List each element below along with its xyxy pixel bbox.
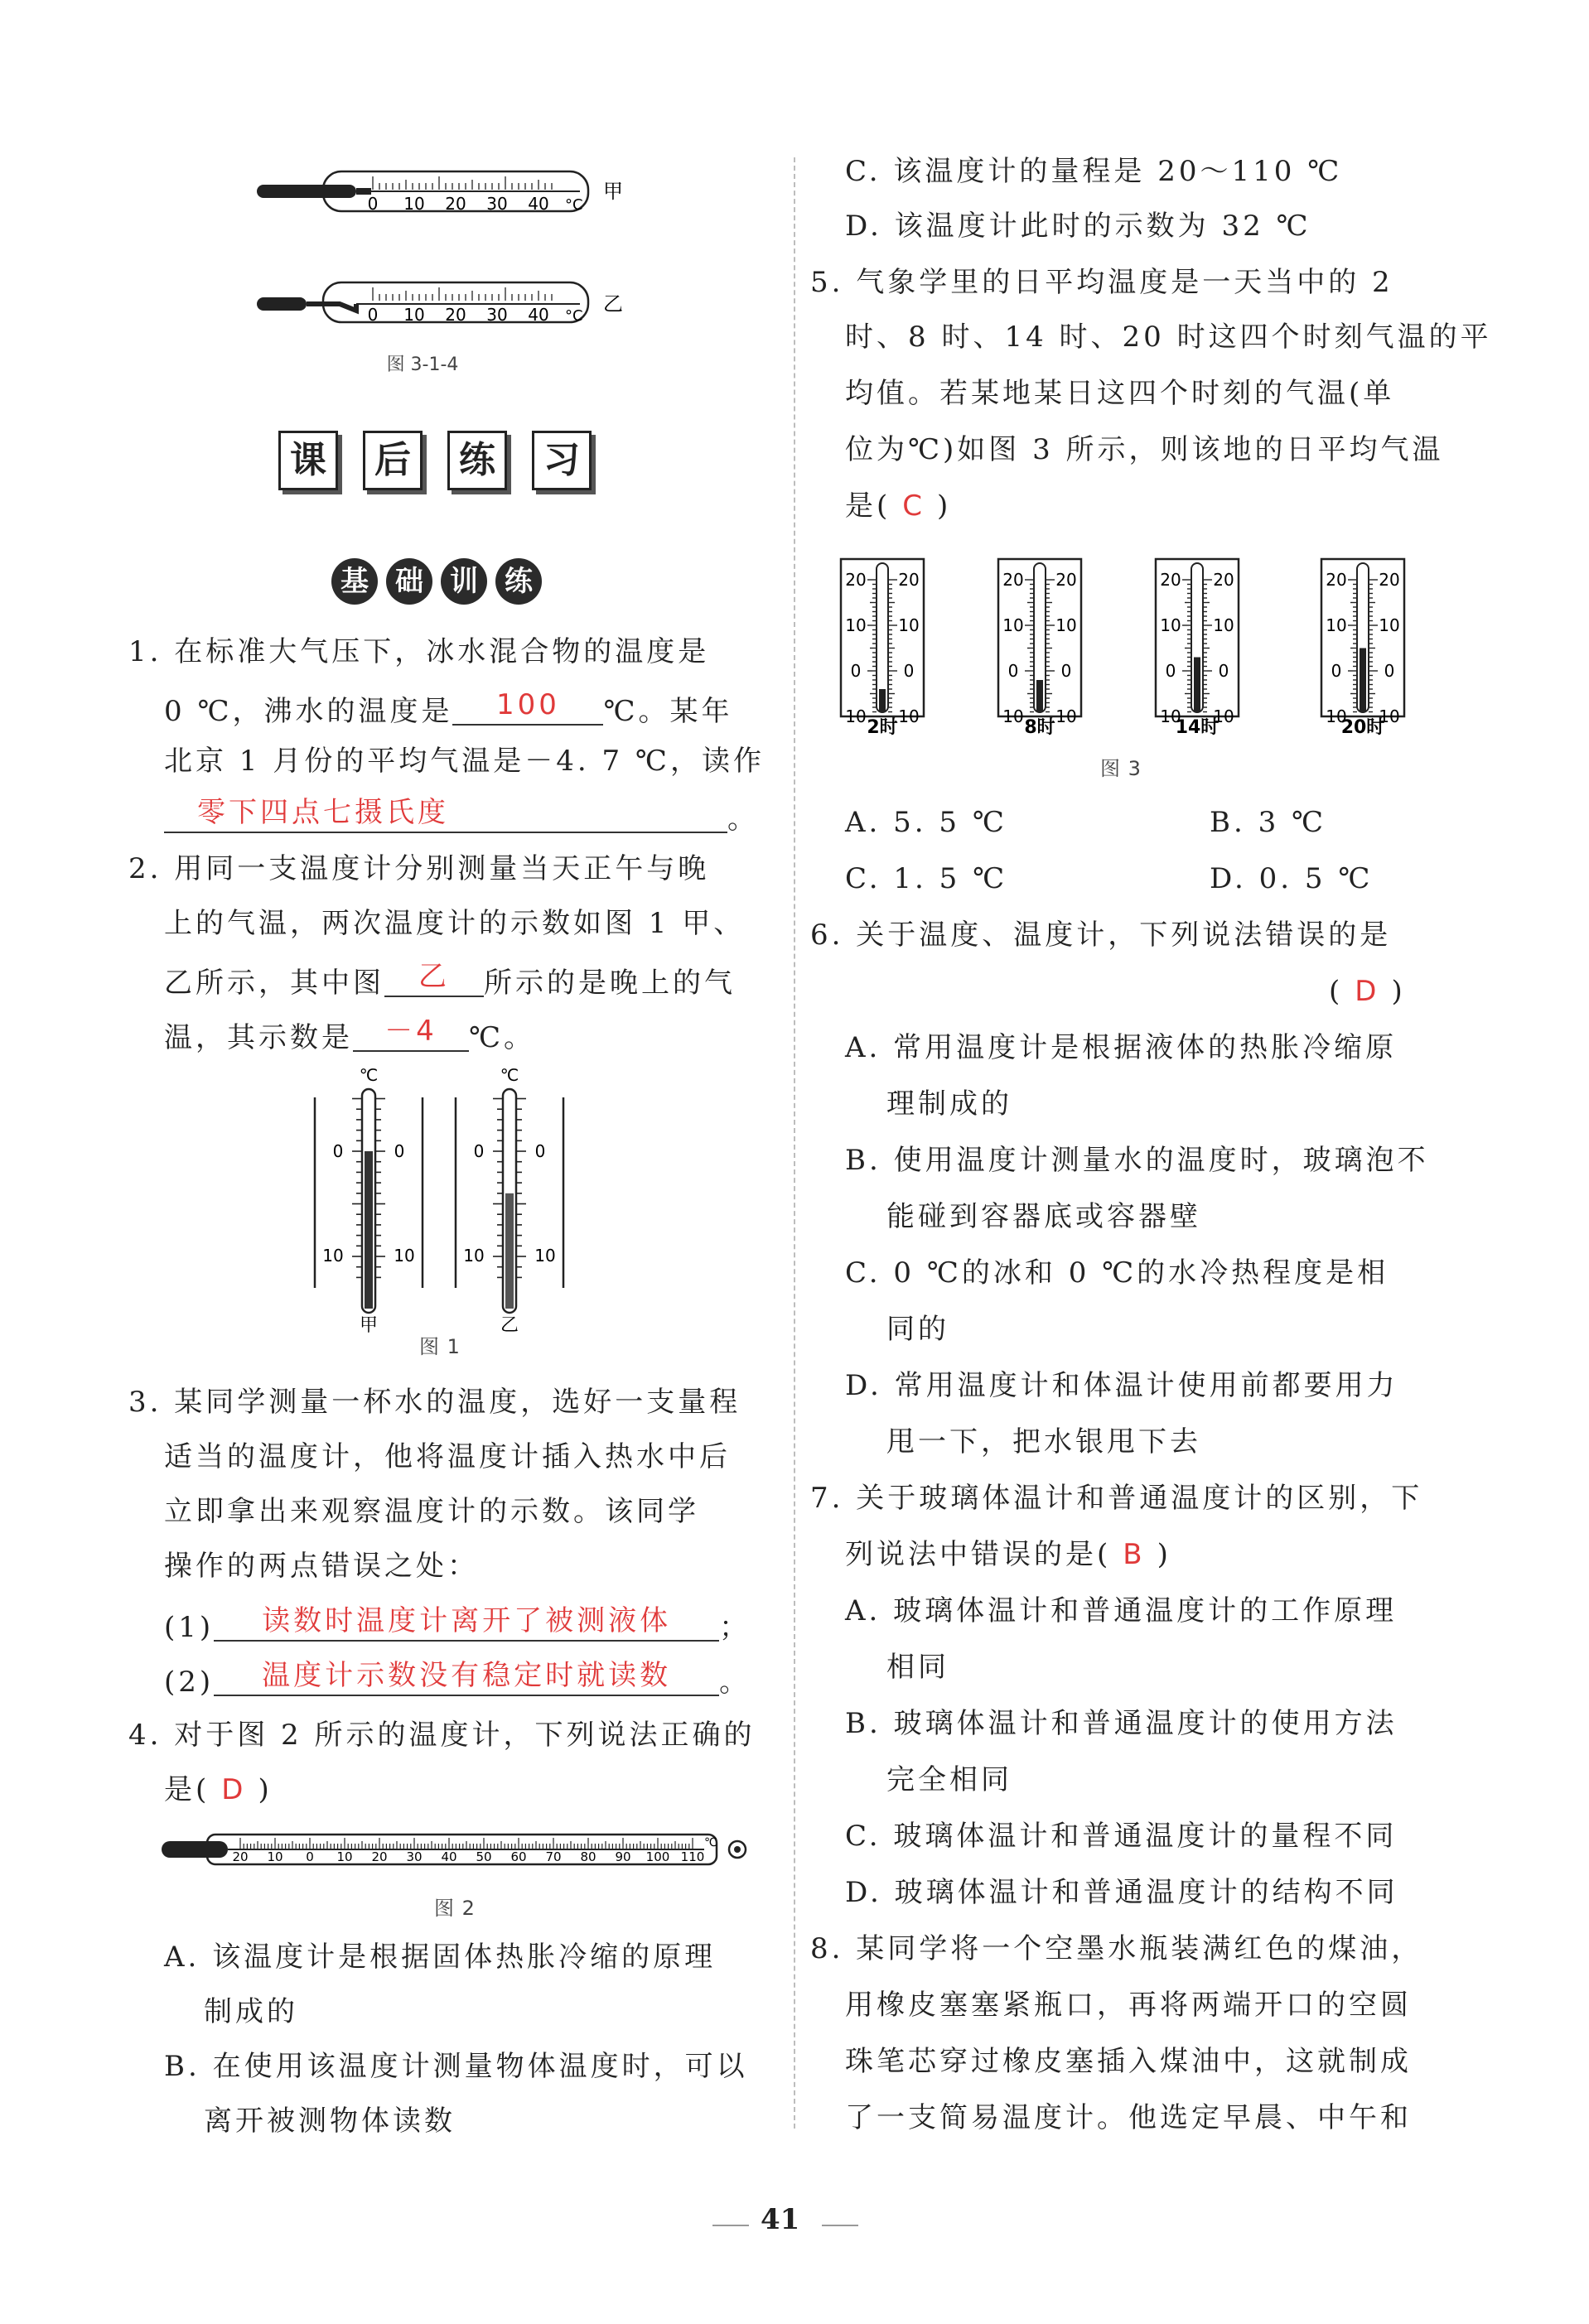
q7-option-a[interactable]: A. 玻璃体温计和普通温度计的工作原理 bbox=[845, 1594, 1398, 1627]
fig3-liquid bbox=[1036, 680, 1043, 712]
q1-blank-2[interactable]: 零下四点七摄氏度 bbox=[164, 800, 727, 833]
q2-blank-2[interactable]: －4 bbox=[353, 1019, 469, 1052]
svg-text:20: 20 bbox=[445, 305, 466, 325]
fig3-tick-label: 10 bbox=[1002, 706, 1024, 726]
fig3-tick-label: 20 bbox=[845, 570, 867, 590]
column-divider bbox=[794, 157, 795, 2129]
fig3-tick-label: 20 bbox=[1326, 570, 1347, 590]
q6-answer[interactable]: D bbox=[1355, 975, 1380, 1008]
fig3-liquid bbox=[1360, 649, 1366, 713]
q2-line1: 2. 用同一支温度计分别测量当天正午与晚 bbox=[128, 852, 710, 885]
q2-line4: 温，其示数是 －4 ℃。 bbox=[164, 1015, 536, 1054]
q3-line4: 操作的两点错误之处： bbox=[164, 1550, 479, 1583]
fig2-tick-label: 10 bbox=[336, 1849, 353, 1864]
fig3-tick-label: 10 bbox=[898, 706, 920, 726]
q6-option-b[interactable]: B. 使用温度计测量水的温度时，玻璃泡不 bbox=[845, 1144, 1429, 1177]
fig1-yi-liquid bbox=[505, 1193, 514, 1309]
q5-line4: 位为℃)如图 3 所示，则该地的日平均气温 bbox=[845, 433, 1444, 466]
figure-2 bbox=[157, 1826, 754, 1884]
svg-text:10: 10 bbox=[394, 1246, 415, 1266]
fig314-caption: 图 3-1-4 bbox=[386, 354, 459, 375]
fig2-tick-label: 40 bbox=[441, 1849, 457, 1864]
q8-line1: 8. 某同学将一个空墨水瓶装满红色的煤油， bbox=[810, 1932, 1423, 1965]
q6-option-d[interactable]: D. 常用温度计和体温计使用前都要用力 bbox=[845, 1369, 1398, 1402]
fig3-liquid bbox=[1194, 658, 1200, 713]
q4-line2: 是( D ) bbox=[164, 1773, 273, 1806]
svg-text:℃: ℃ bbox=[359, 1065, 379, 1085]
fig3-tick-label: 20 bbox=[1213, 570, 1234, 590]
fig2-tick-label: 10 bbox=[267, 1849, 283, 1864]
svg-text:10: 10 bbox=[403, 194, 425, 214]
q6-option-c-cont: 同的 bbox=[886, 1313, 949, 1346]
q8-line3: 珠笔芯穿过橡皮塞插入煤油中，这就制成 bbox=[845, 2045, 1412, 2078]
q3-line1: 3. 某同学测量一杯水的温度，选好一支量程 bbox=[128, 1386, 741, 1419]
svg-text:0: 0 bbox=[367, 305, 379, 325]
q4-option-a[interactable]: A. 该温度计是根据固体热胀冷缩的原理 bbox=[164, 1941, 717, 1974]
q7-answer[interactable]: B bbox=[1123, 1538, 1146, 1571]
q5-line1: 5. 气象学里的日平均温度是一天当中的 2 bbox=[810, 266, 1393, 299]
q3-answer-1: (1) 读数时温度计离开了被测液体 ； bbox=[164, 1604, 751, 1644]
q6-option-a[interactable]: A. 常用温度计是根据液体的热胀冷缩原 bbox=[845, 1031, 1398, 1064]
fig3-tick-label: 10 bbox=[845, 706, 867, 726]
section-title-char: 后 bbox=[363, 431, 423, 490]
svg-text:30: 30 bbox=[486, 194, 508, 214]
fig3-tick-label: 0 bbox=[1007, 661, 1019, 681]
subsection-title-char: 础 bbox=[386, 558, 432, 605]
fig2-tick-label: 90 bbox=[615, 1849, 631, 1864]
fig2-tick-label: 110 bbox=[680, 1849, 705, 1864]
q5-line3: 均值。若某地某日这四个时刻的气温(单 bbox=[845, 377, 1395, 410]
subsection-title-char: 训 bbox=[441, 558, 487, 605]
q4-line1: 4. 对于图 2 所示的温度计，下列说法正确的 bbox=[128, 1719, 756, 1752]
fig3-tick-label: 0 bbox=[903, 661, 915, 681]
fig3-tick-label: 20 bbox=[1379, 570, 1400, 590]
fig3-thermometer bbox=[998, 559, 1081, 737]
q5-option-a[interactable]: A. 5. 5 ℃ bbox=[845, 806, 1007, 839]
svg-text:°C: °C bbox=[565, 307, 583, 325]
q4-option-c[interactable]: C. 该温度计的量程是 20～110 ℃ bbox=[845, 155, 1343, 188]
fig3-tick-label: 0 bbox=[1060, 661, 1072, 681]
subsection-title-char: 练 bbox=[495, 558, 542, 605]
q1-line3: 北京 1 月份的平均气温是－4. 7 ℃，读作 bbox=[164, 745, 765, 778]
svg-text:乙: 乙 bbox=[603, 292, 623, 316]
fig3-time-label: 2时 bbox=[867, 717, 898, 737]
q6-option-c[interactable]: C. 0 ℃的冰和 0 ℃的水冷热程度是相 bbox=[845, 1256, 1389, 1290]
subsection-title-char: 基 bbox=[331, 558, 378, 605]
svg-text:乙: 乙 bbox=[500, 1315, 519, 1336]
fig2-tick-label: 70 bbox=[545, 1849, 562, 1864]
q6-answer-line: ( D ) bbox=[1329, 975, 1406, 1008]
fig3-time-label: 14时 bbox=[1175, 717, 1220, 737]
q5-option-d[interactable]: D. 0. 5 ℃ bbox=[1210, 862, 1374, 895]
q2-blank-1[interactable]: 乙 bbox=[384, 964, 484, 997]
q1-blank-1[interactable]: 100 bbox=[452, 692, 603, 726]
q5-line5: 是( C ) bbox=[845, 489, 952, 523]
fig3-tick-label: 10 bbox=[1213, 706, 1234, 726]
svg-text:0: 0 bbox=[473, 1141, 485, 1161]
fig2-tick-label: 20 bbox=[371, 1849, 388, 1864]
thermometer-jia bbox=[257, 171, 623, 214]
q2-line2: 上的气温，两次温度计的示数如图 1 甲、 bbox=[164, 907, 746, 940]
svg-text:0: 0 bbox=[534, 1141, 546, 1161]
fig2-tick-label: 30 bbox=[406, 1849, 423, 1864]
svg-text:10: 10 bbox=[322, 1246, 344, 1266]
fig3-tick-label: 20 bbox=[1002, 570, 1024, 590]
q3-blank-1[interactable]: 读数时温度计离开了被测液体 bbox=[214, 1608, 719, 1642]
fig3-time-label: 8时 bbox=[1024, 717, 1055, 737]
fig3-tick-label: 10 bbox=[1002, 615, 1024, 635]
svg-text:10: 10 bbox=[534, 1246, 556, 1266]
fig3-tick-label: 0 bbox=[1165, 661, 1176, 681]
q7-option-b[interactable]: B. 玻璃体温计和普通温度计的使用方法 bbox=[845, 1707, 1398, 1740]
svg-text:40: 40 bbox=[528, 194, 549, 214]
q7-line2: 列说法中错误的是( B ) bbox=[845, 1538, 1171, 1571]
fig3-tick-label: 0 bbox=[1384, 661, 1395, 681]
fig2-tick-label: 100 bbox=[645, 1849, 670, 1864]
q7-option-a-cont: 相同 bbox=[886, 1651, 949, 1684]
q7-line1: 7. 关于玻璃体温计和普通温度计的区别，下 bbox=[810, 1482, 1423, 1515]
svg-text:0: 0 bbox=[367, 194, 379, 214]
fig3-thermometer bbox=[1321, 559, 1404, 737]
q4-option-a-cont: 制成的 bbox=[204, 1995, 298, 2028]
svg-text:10: 10 bbox=[403, 305, 425, 325]
q1-line1: 1. 在标准大气压下，冰水混合物的温度是 bbox=[128, 635, 710, 668]
fig2-tick-label: 20 bbox=[232, 1849, 249, 1864]
q6-line1: 6. 关于温度、温度计，下列说法错误的是 bbox=[810, 919, 1392, 952]
q7-option-b-cont: 完全相同 bbox=[886, 1763, 1012, 1796]
q4-option-b[interactable]: B. 在使用该温度计测量物体温度时，可以 bbox=[164, 2050, 748, 2083]
fig2-caption: 图 2 bbox=[434, 1897, 476, 1920]
fig2-tick-label: 80 bbox=[580, 1849, 596, 1864]
fig1-thermometer-yi bbox=[456, 1065, 563, 1336]
fig3-tick-label: 20 bbox=[1055, 570, 1077, 590]
fig3-tick-label: 0 bbox=[850, 661, 862, 681]
figure-3 bbox=[828, 547, 1425, 737]
fig3-tick-label: 10 bbox=[1055, 706, 1077, 726]
q8-line4: 了一支简易温度计。他选定早晨、中午和 bbox=[845, 2101, 1412, 2134]
svg-text:30: 30 bbox=[486, 305, 508, 325]
fig3-tick-label: 20 bbox=[1160, 570, 1181, 590]
fig3-tick-label: 10 bbox=[1160, 706, 1181, 726]
q5-answer[interactable]: C bbox=[902, 489, 926, 523]
figure-1 bbox=[307, 1064, 588, 1362]
fig3-tick-label: 10 bbox=[1326, 706, 1347, 726]
fig2-tick-label: 50 bbox=[476, 1849, 492, 1864]
fig2-tick-label: 60 bbox=[510, 1849, 527, 1864]
fig3-tick-label: 10 bbox=[1160, 615, 1181, 635]
figure-3-1-4 bbox=[249, 162, 638, 385]
section-title-char: 课 bbox=[278, 431, 338, 490]
fig3-tick-label: 10 bbox=[1379, 706, 1400, 726]
q6-option-a-cont: 理制成的 bbox=[886, 1087, 1012, 1121]
q3-line3: 立即拿出来观察温度计的示数。该同学 bbox=[164, 1495, 699, 1528]
q3-blank-2[interactable]: 温度计示数没有稳定时就读数 bbox=[214, 1663, 719, 1696]
svg-text:℃: ℃ bbox=[500, 1065, 519, 1085]
q1-line4: 零下四点七摄氏度 。 bbox=[164, 800, 759, 833]
fig1-jia-liquid bbox=[365, 1151, 373, 1309]
fig3-tick-label: 10 bbox=[1379, 615, 1400, 635]
svg-text:°C: °C bbox=[565, 196, 583, 214]
q6-option-b-cont: 能碰到容器底或容器壁 bbox=[886, 1200, 1201, 1233]
fig3-thermometer bbox=[1156, 559, 1239, 737]
q4-option-b-cont: 离开被测物体读数 bbox=[204, 2105, 456, 2138]
fig3-tick-label: 0 bbox=[1331, 661, 1342, 681]
q4-answer[interactable]: D bbox=[221, 1773, 247, 1806]
q8-line2: 用橡皮塞塞紧瓶口，再将两端开口的空圆 bbox=[845, 1989, 1412, 2022]
svg-text:℃: ℃ bbox=[704, 1836, 717, 1849]
thermometer-yi bbox=[257, 282, 623, 325]
fig3-tick-label: 10 bbox=[1055, 615, 1077, 635]
page-number: 41 bbox=[761, 2203, 800, 2236]
fig3-tick-label: 10 bbox=[845, 615, 867, 635]
svg-text:0: 0 bbox=[332, 1141, 344, 1161]
svg-text:0: 0 bbox=[394, 1141, 405, 1161]
q4-option-d[interactable]: D. 该温度计此时的示数为 32 ℃ bbox=[845, 210, 1311, 243]
fig3-tick-label: 20 bbox=[898, 570, 920, 590]
svg-text:甲: 甲 bbox=[359, 1315, 379, 1336]
svg-text:10: 10 bbox=[463, 1246, 485, 1266]
fig3-tick-label: 10 bbox=[1326, 615, 1347, 635]
fig3-time-label: 20时 bbox=[1340, 717, 1385, 737]
fig1-caption: 图 1 bbox=[419, 1335, 461, 1358]
fig3-thermometer bbox=[841, 559, 924, 737]
q1-line2: 0 ℃，沸水的温度是 100 ℃。某年 bbox=[164, 688, 733, 728]
q3-answer-2: (2) 温度计示数没有稳定时就读数 。 bbox=[164, 1659, 751, 1699]
q5-line2: 时、8 时、14 时、20 时这四个时刻气温的平 bbox=[845, 321, 1492, 354]
q2-line3: 乙所示，其中图 乙 所示的是晚上的气 bbox=[164, 960, 736, 1000]
section-title-char: 习 bbox=[532, 431, 592, 490]
fig2-tick-label: 0 bbox=[306, 1849, 314, 1864]
q3-line2: 适当的温度计，他将温度计插入热水中后 bbox=[164, 1440, 731, 1473]
section-title-char: 练 bbox=[447, 431, 507, 490]
svg-text:40: 40 bbox=[528, 305, 549, 325]
q7-option-c[interactable]: C. 玻璃体温计和普通温度计的量程不同 bbox=[845, 1820, 1398, 1853]
footer-rule-left bbox=[712, 2225, 749, 2226]
svg-text:甲: 甲 bbox=[603, 180, 623, 203]
q6-option-d-cont: 甩一下，把水银甩下去 bbox=[886, 1425, 1201, 1459]
fig3-liquid bbox=[879, 689, 886, 712]
q7-option-d[interactable]: D. 玻璃体温计和普通温度计的结构不同 bbox=[845, 1876, 1398, 1909]
q5-option-c[interactable]: C. 1. 5 ℃ bbox=[845, 862, 1008, 895]
q5-option-b[interactable]: B. 3 ℃ bbox=[1210, 806, 1327, 839]
fig1-thermometer-jia bbox=[315, 1065, 423, 1336]
fig3-tick-label: 0 bbox=[1218, 661, 1229, 681]
fig3-tick-label: 10 bbox=[1213, 615, 1234, 635]
footer-rule-right bbox=[822, 2225, 858, 2226]
fig3-tick-label: 10 bbox=[898, 615, 920, 635]
svg-text:20: 20 bbox=[445, 194, 466, 214]
fig3-caption: 图 3 bbox=[1100, 757, 1142, 780]
